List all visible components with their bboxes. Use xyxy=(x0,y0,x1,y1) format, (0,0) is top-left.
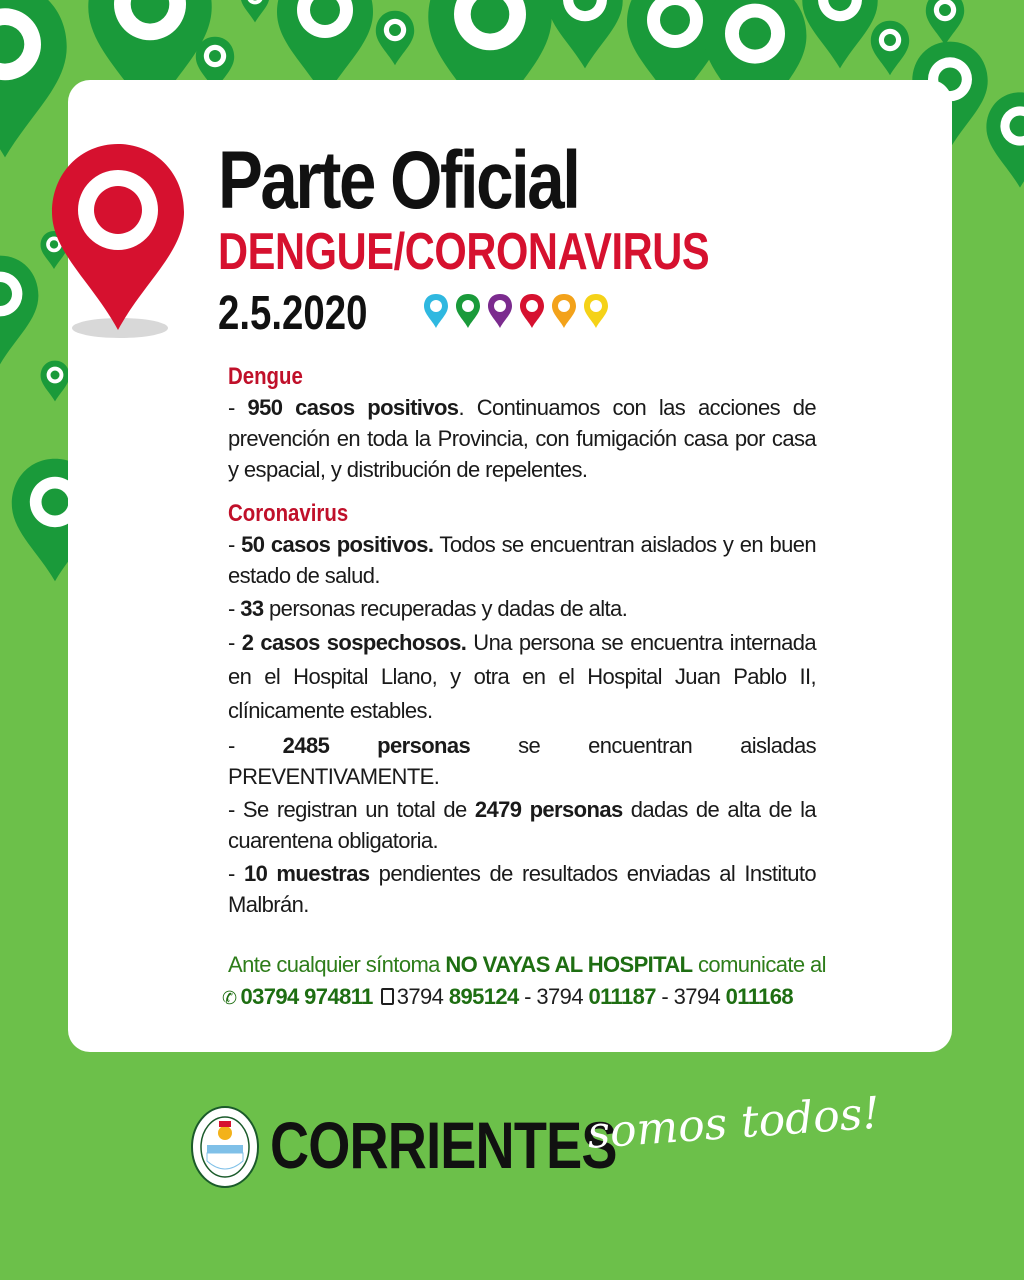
page-title: Parte Oficial xyxy=(218,135,579,226)
mini-pin-center xyxy=(558,300,570,312)
dengue-paragraph: - 950 casos positivos. Continuamos con las acciones de prevención en toda la Provincia, con fumigación casa por casa y espacial, y distribución de repelentes. xyxy=(228,395,816,482)
list-item: - 2 casos sospechosos. Una persona se encuentra internada en el Hospital Llano, y otra en el Hospital Juan Pablo II, clínicamente estables. xyxy=(228,630,816,723)
dengue-heading: Dengue xyxy=(228,363,303,390)
page-subtitle: DENGUE/CORONAVIRUS xyxy=(218,223,710,281)
government-seal-logo xyxy=(190,1105,260,1189)
brand-name: CORRIENTES xyxy=(270,1108,617,1182)
phone-number[interactable]: 03794 974811 xyxy=(240,984,373,1009)
list-item: - 33 personas recuperadas y dadas de alta. xyxy=(228,596,628,621)
colored-pins-icon xyxy=(424,292,614,332)
contact-numbers: ✆ 03794 974811 3794 895124 - 3794 011187 - 3794 011168 xyxy=(222,984,794,1009)
cell-number-1[interactable]: 895124 xyxy=(448,984,519,1009)
brand-tagline: somos todos! xyxy=(585,1087,882,1159)
location-pin-icon xyxy=(48,140,188,340)
mini-pin-center xyxy=(462,300,474,312)
list-item: - Se registran un total de 2479 personas dadas de alta de la cuarentena obligatoria. xyxy=(228,797,816,853)
mini-pin-center xyxy=(526,300,538,312)
report-content xyxy=(228,362,816,922)
report-date: 2.5.2020 xyxy=(218,287,368,340)
mini-pin-center xyxy=(494,300,506,312)
mini-pin-center xyxy=(590,300,602,312)
list-item: - 10 muestras pendientes de resultados enviadas al Instituto Malbrán. xyxy=(228,861,817,917)
list-item: - 50 casos positivos. Todos se encuentran aislados y en buen estado de salud. xyxy=(228,532,816,588)
mobile-icon xyxy=(381,988,394,1005)
cell-number-2[interactable]: 011187 xyxy=(588,984,656,1009)
list-item: - 2485 personas se encuentran aisladas PREVENTIVAMENTE. xyxy=(228,733,817,789)
mini-pin-center xyxy=(430,300,442,312)
coronavirus-heading: Coronavirus xyxy=(228,500,349,527)
phone-icon: ✆ xyxy=(222,988,237,1008)
contact-advice: Ante cualquier síntoma NO VAYAS AL HOSPITAL comunicate al xyxy=(228,952,826,977)
dengue-cases: 950 casos positivos xyxy=(247,395,459,420)
cell-number-3[interactable]: 011168 xyxy=(725,984,794,1009)
